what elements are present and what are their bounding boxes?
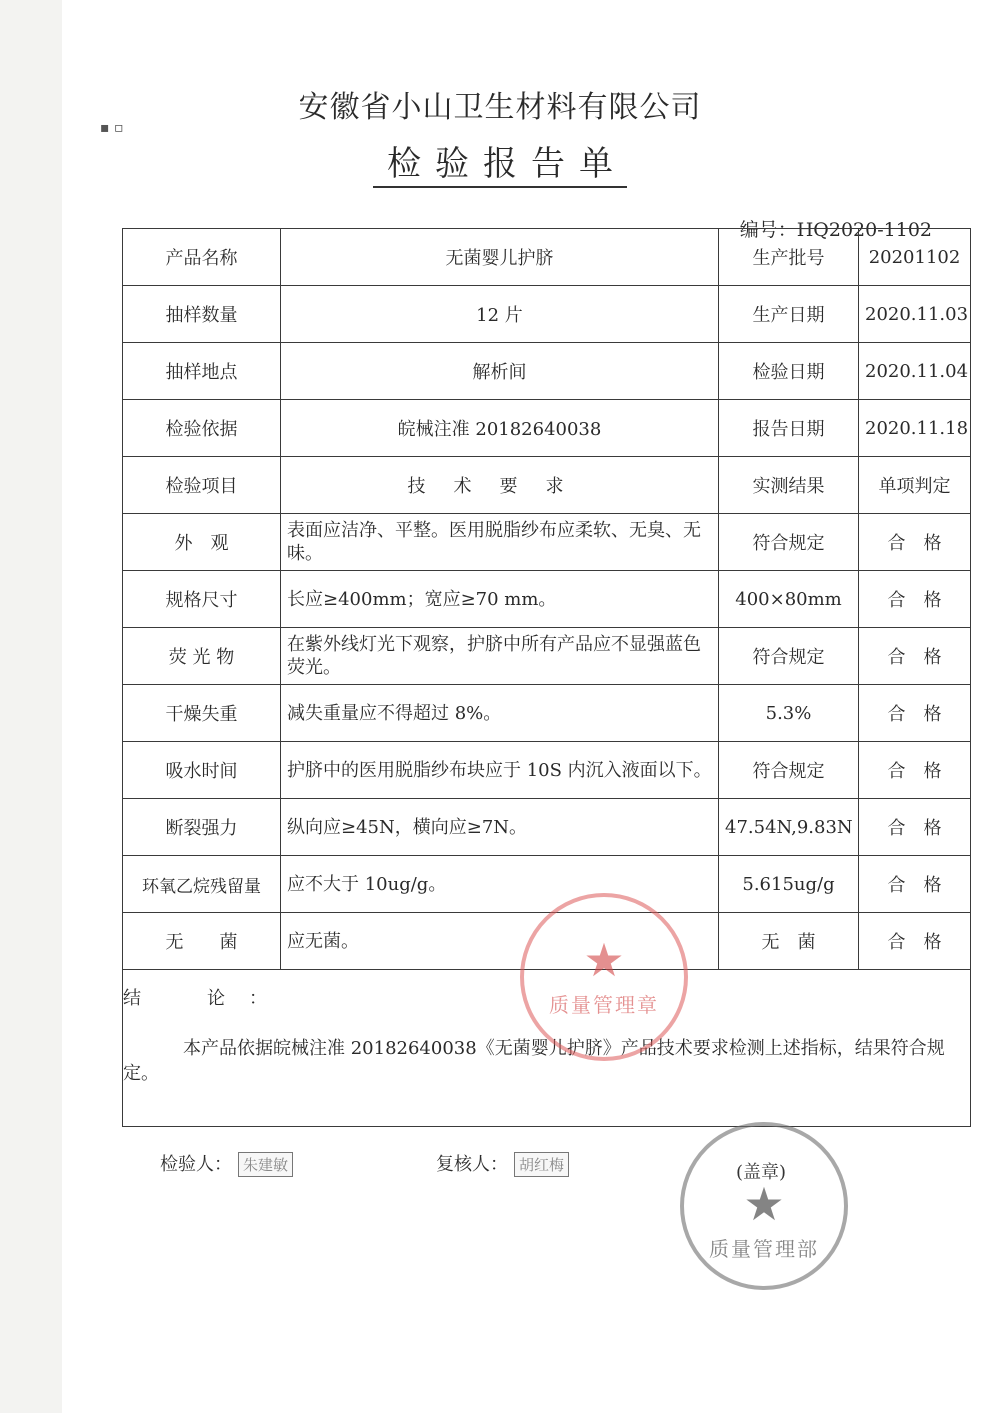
info-value: 解析间 — [281, 343, 719, 400]
info-row — [123, 400, 971, 457]
info-row — [123, 343, 971, 400]
test-row — [123, 628, 971, 685]
test-item: 干燥失重 — [123, 685, 281, 742]
report-title — [0, 136, 1000, 185]
info-value: 12 片 — [281, 286, 719, 343]
info-value: 皖械注准 20182640038 — [281, 400, 719, 457]
test-verdict: 合 格 — [859, 913, 971, 970]
header-item: 检验项目 — [123, 457, 281, 514]
info-value: 20201102 — [859, 229, 971, 286]
conclusion-text: 本产品依据皖械注准 20182640038《无菌婴儿护脐》产品技术要求检测上述指标，结果符合规定。 — [123, 1038, 945, 1084]
report-number: 编号：HQ2020-1102 — [739, 219, 932, 241]
test-row — [123, 685, 971, 742]
reviewer-label: 复核人： — [436, 1154, 508, 1175]
test-item: 外 观 — [123, 514, 281, 571]
info-value: 2020.11.04 — [859, 343, 971, 400]
info-label: 检验依据 — [123, 400, 281, 457]
test-result: 符合规定 — [719, 514, 859, 571]
test-result: 无 菌 — [719, 913, 859, 970]
test-item: 规格尺寸 — [123, 571, 281, 628]
info-row — [123, 286, 971, 343]
test-verdict: 合 格 — [859, 571, 971, 628]
test-item: 荧 光 物 — [123, 628, 281, 685]
test-requirement: 长应≥400mm；宽应≥70 mm。 — [281, 571, 719, 628]
info-label: 产品名称 — [123, 229, 281, 286]
test-requirement: 减失重量应不得超过 8%。 — [281, 685, 719, 742]
inspector-name: 朱建敏 — [238, 1152, 293, 1177]
info-value: 无菌婴儿护脐 — [281, 229, 719, 286]
inspector-label: 检验人： — [160, 1154, 232, 1175]
reviewer-name: 胡红梅 — [514, 1152, 569, 1177]
test-requirement: 在紫外线灯光下观察，护脐中所有产品应不显强蓝色荧光。 — [281, 628, 719, 685]
test-verdict: 合 格 — [859, 856, 971, 913]
test-result: 400×80mm — [719, 571, 859, 628]
star-icon: ★ — [583, 932, 625, 987]
test-row — [123, 571, 971, 628]
info-label: 抽样地点 — [123, 343, 281, 400]
quality-seal-red — [520, 893, 688, 1061]
header-result: 实测结果 — [719, 457, 859, 514]
test-verdict: 合 格 — [859, 685, 971, 742]
report-title-text: 检验报告单 — [373, 144, 627, 188]
info-label: 生产批号 — [719, 229, 859, 286]
test-requirement: 应无菌。 — [281, 913, 719, 970]
test-row — [123, 856, 971, 913]
quality-seal-grey — [680, 1122, 848, 1290]
info-value: 2020.11.18 — [859, 400, 971, 457]
test-header-row — [123, 457, 971, 514]
info-label: 抽样数量 — [123, 286, 281, 343]
test-result: 符合规定 — [719, 628, 859, 685]
test-row — [123, 514, 971, 571]
test-requirement: 表面应洁净、平整。医用脱脂纱布应柔软、无臭、无味。 — [281, 514, 719, 571]
test-requirement: 应不大于 10ug/g。 — [281, 856, 719, 913]
test-result: 5.615ug/g — [719, 856, 859, 913]
test-result: 5.3% — [719, 685, 859, 742]
reviewer-signature — [436, 1150, 569, 1177]
test-verdict: 合 格 — [859, 628, 971, 685]
info-label: 检验日期 — [719, 343, 859, 400]
test-verdict: 合 格 — [859, 514, 971, 571]
test-row — [123, 799, 971, 856]
inspector-signature — [160, 1150, 293, 1177]
test-item: 无 菌 — [123, 913, 281, 970]
test-result: 47.54N,9.83N — [719, 799, 859, 856]
info-row — [123, 229, 971, 286]
company-name: 安徽省小山卫生材料有限公司 — [298, 90, 702, 125]
test-verdict: 合 格 — [859, 742, 971, 799]
test-result: 符合规定 — [719, 742, 859, 799]
test-item: 断裂强力 — [123, 799, 281, 856]
test-verdict: 合 格 — [859, 799, 971, 856]
seal-label: (盖章) — [736, 1162, 787, 1183]
header-requirement: 技术要求 — [281, 457, 719, 514]
star-icon: ★ — [743, 1176, 785, 1231]
info-label: 生产日期 — [719, 286, 859, 343]
info-value: 2020.11.03 — [859, 286, 971, 343]
info-label: 报告日期 — [719, 400, 859, 457]
test-requirement: 纵向应≥45N，横向应≥7N。 — [281, 799, 719, 856]
conclusion-label: 结 论： — [123, 988, 291, 1009]
test-row — [123, 742, 971, 799]
header-verdict: 单项判定 — [859, 457, 971, 514]
test-item: 环氧乙烷残留量 — [123, 856, 281, 913]
grey-seal-text: 质量管理部 — [709, 1236, 819, 1261]
red-seal-text: 质量管理章 — [549, 992, 659, 1017]
scan-marks: ▪ ▫ — [100, 120, 124, 136]
test-requirement: 护脐中的医用脱脂纱布块应于 10S 内沉入液面以下。 — [281, 742, 719, 799]
test-item: 吸水时间 — [123, 742, 281, 799]
